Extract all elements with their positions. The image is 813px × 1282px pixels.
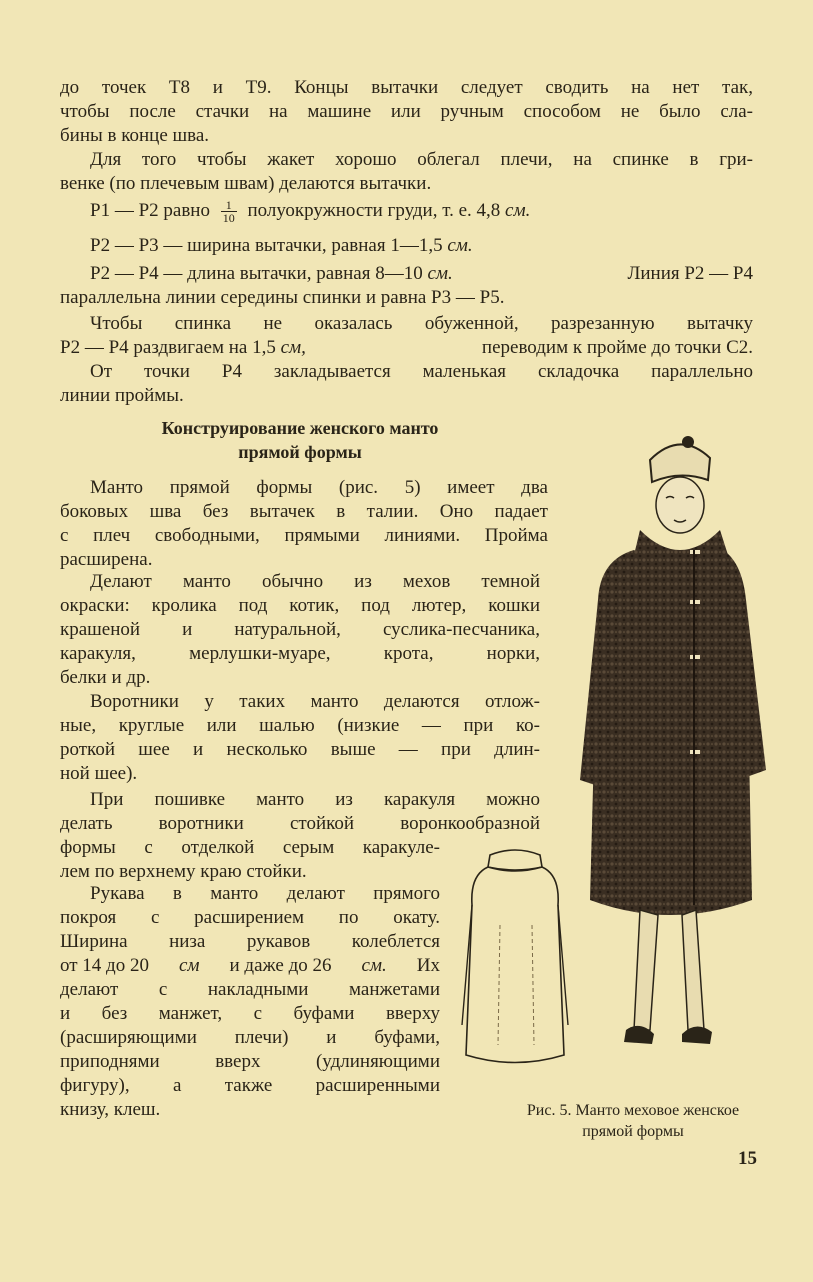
- text-span: и даже до 26: [229, 955, 332, 976]
- formula-text: полуокружности груди, т. е. 4,8: [247, 200, 501, 221]
- text-line: крашеной и натуральной, суслика-песчаника,: [60, 619, 540, 640]
- text-line: [90, 234, 473, 258]
- text-line: параллельна линии середины спинки и равна Р3 — Р5.: [60, 287, 505, 308]
- text-line: книзу, клеш.: [60, 1099, 161, 1120]
- text-line: приподнями вверх (удлиняющими: [60, 1051, 440, 1072]
- text-span: [90, 262, 453, 286]
- unit: см.: [361, 955, 387, 976]
- text-line: Делают манто обычно из мехов темной: [90, 571, 540, 592]
- section-heading: [60, 416, 540, 464]
- text-line: [60, 954, 440, 978]
- text-line: линии проймы.: [60, 385, 184, 406]
- fraction-denominator: 10: [222, 211, 235, 226]
- unit: см,: [280, 337, 306, 358]
- fraction: [221, 199, 237, 224]
- text-span: Линия Р2 — Р4: [627, 263, 753, 284]
- unit: см.: [505, 200, 531, 221]
- formula-text: Р1 — Р2 равно: [90, 200, 210, 221]
- coat-back-view-sketch: [460, 845, 570, 1075]
- text-line: расширена.: [60, 549, 153, 570]
- text-span: от 14 до 20: [60, 955, 149, 976]
- text-span: переводим к пройме до точки С2.: [481, 337, 753, 358]
- unit: см: [178, 955, 200, 976]
- text-span: Их: [416, 955, 440, 976]
- heading-line: прямой формы: [238, 442, 362, 462]
- text-line: до точек Т8 и Т9. Концы вытачки следует сводить на нет так,: [60, 77, 753, 98]
- text-line: [60, 336, 753, 360]
- text-line: каракуля, мерлушки-муаре, крота, норки,: [60, 643, 540, 664]
- text-line: ные, круглые или шалью (низкие — при ко-: [60, 715, 540, 736]
- text-line: [90, 262, 753, 286]
- text-line: с плеч свободными, прямыми линиями. Пройма: [60, 525, 548, 546]
- text-line: боковых шва без вытачек в талии. Оно падает: [60, 501, 548, 522]
- unit: см.: [447, 235, 473, 256]
- fur-coat-figure-illustration: [570, 430, 770, 1070]
- formula-line: [90, 196, 530, 226]
- text-line: делают с накладными манжетами: [60, 979, 440, 1000]
- text-span: [60, 336, 306, 360]
- text-line: Ширина низа рукавов колеблется: [60, 931, 440, 952]
- text-line: Чтобы спинка не оказалась обуженной, разрезанную вытачку: [90, 313, 753, 334]
- text-line: покроя с расширением по окату.: [60, 907, 440, 928]
- text-line: (расширяющими плечи) и буфами,: [60, 1027, 440, 1048]
- text-line: бины в конце шва.: [60, 125, 210, 146]
- text-line: Манто прямой формы (рис. 5) имеет два: [90, 477, 548, 498]
- text-line: лем по верхнему краю стойки.: [60, 861, 307, 882]
- text-line: делать воротники стойкой воронкообразной: [60, 813, 540, 834]
- heading-line: Конструирование женского манто: [161, 418, 439, 438]
- text-span: Р2 — Р4 раздвигаем на 1,5: [60, 337, 276, 358]
- fraction-numerator: 1: [221, 199, 237, 212]
- text-line: чтобы после стачки на машине или ручным способом не было сла-: [60, 101, 753, 122]
- text-line: белки и др.: [60, 667, 151, 688]
- text-line: и без манжет, с буфами вверху: [60, 1003, 440, 1024]
- text-line: От точки Р4 закладывается маленькая складочка параллельно: [90, 361, 753, 382]
- text-line: роткой шее и несколько выше — при длин-: [60, 739, 540, 760]
- text-span: Р2 — Р3 — ширина вытачки, равная 1—1,5: [90, 235, 443, 256]
- text-line: фигуру), а также расширенными: [60, 1075, 440, 1096]
- text-line: Рукава в манто делают прямого: [90, 883, 440, 904]
- caption-line: прямой формы: [582, 1123, 684, 1140]
- text-line: венке (по плечевым швам) делаются вытачки.: [60, 173, 432, 194]
- text-line: Для того чтобы жакет хорошо облегал плечи, на спинке в гри-: [90, 149, 753, 170]
- caption-line: Рис. 5. Манто меховое женское: [526, 1102, 740, 1119]
- text-line: формы с отделкой серым каракуле-: [60, 837, 440, 858]
- text-line: Воротники у таких манто делаются отлож-: [90, 691, 540, 712]
- text-line: При пошивке манто из каракуля можно: [90, 789, 540, 810]
- text-line: ной шее).: [60, 763, 138, 784]
- text-span: Р2 — Р4 — длина вытачки, равная 8—10: [90, 263, 423, 284]
- page-number: 15: [738, 1148, 757, 1169]
- figure-caption: [468, 1100, 798, 1142]
- text-line: окраски: кролика под котик, под лютер, кошки: [60, 595, 540, 616]
- unit: см.: [427, 263, 453, 284]
